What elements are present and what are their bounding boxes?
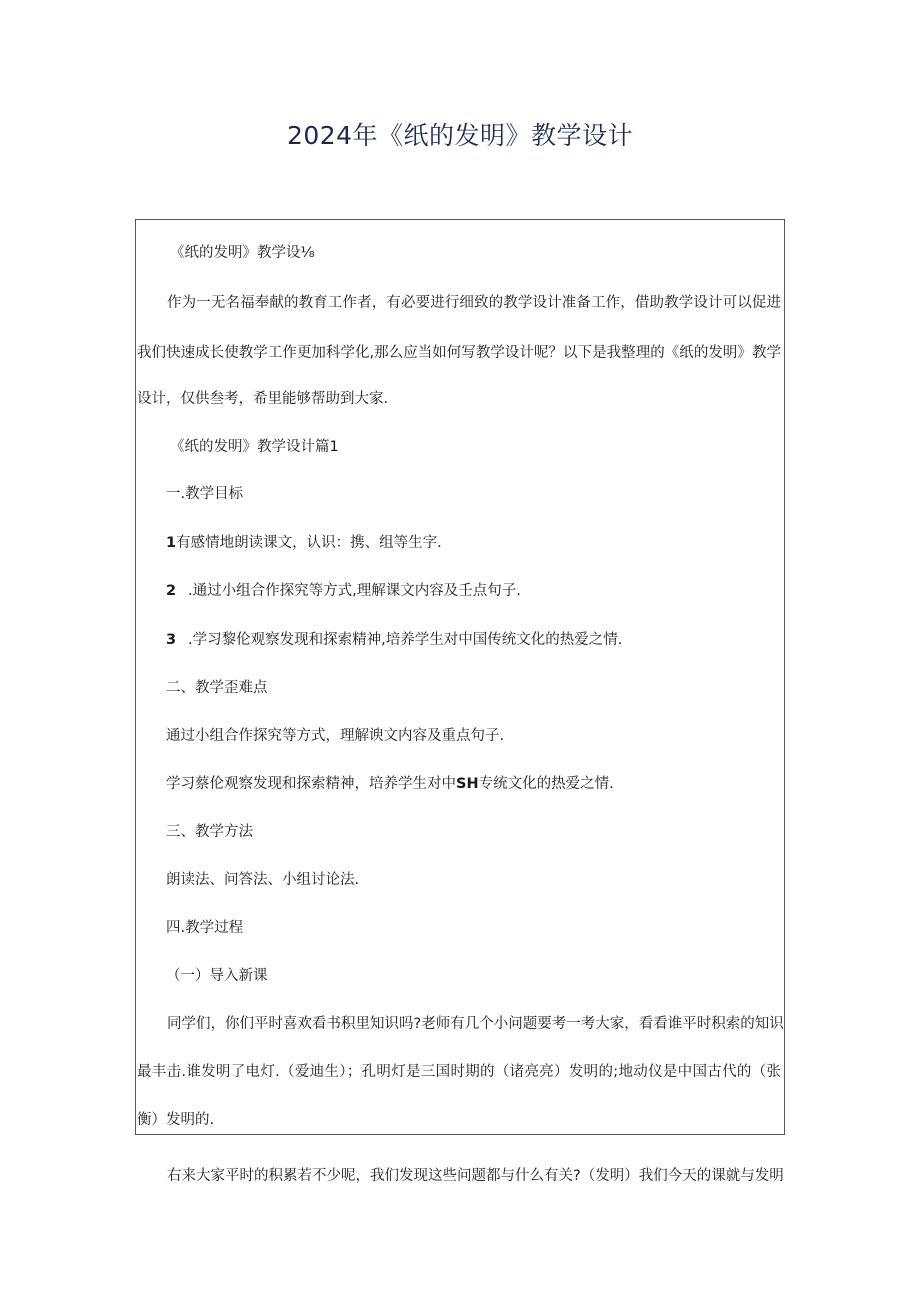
intro-line-3: 设计，仅供叁考，希里能够帮助到大家. xyxy=(137,391,389,407)
process-line-1: 同学们，你们平时喜欢看书积里知识吗?老师有几个小问题要考一考大家，看看谁平时积索的知识 xyxy=(167,1016,784,1032)
keypoint-2-part-c: 专统文化的热爱之情. xyxy=(478,776,614,792)
heading-goals: 一.教学目标 xyxy=(166,486,244,502)
heading-methods: 三、教学方法 xyxy=(166,824,253,840)
document-title: 2024年《纸的发明》教学设计 xyxy=(286,121,634,150)
intro-line-2: 我们快速成长使教学工作更加科学化,那么应当如何写教学设计呢？以下是我整理的《纸的发明》教学 xyxy=(137,345,781,361)
subheading-intro: （一）导入新课 xyxy=(166,968,268,984)
goal-item-2 xyxy=(166,581,521,601)
keypoint-2 xyxy=(166,774,614,794)
process-line-2: 最丰击.谁发明了电灯.（爱迪生）；孔明灯是三国时期的（诸亮亮）发明的;地动仪是中国古代的（张 xyxy=(137,1064,781,1080)
heading-process: 四.教学过程 xyxy=(166,920,244,936)
keypoint-2-part-a: 学习蔡伦观察发现和探索精神，培养学生对中 xyxy=(166,776,456,792)
goal-item-3-text: .学习黎伦观察发现和探索精神,培养学生对中国传统文化的热爱之情. xyxy=(188,632,623,648)
methods-text: 朗读法、问答法、小组讨论法. xyxy=(166,872,360,888)
intro-line-1: 作为一无名福奉献的教育工作者，有必要进行细致的教学设计准备工作，借助教学设计可以促进 xyxy=(167,295,781,311)
keypoint-1: 通过小组合作探究等方式，理解谀文内容及重点句子. xyxy=(166,728,505,744)
goal-item-1 xyxy=(166,533,442,553)
paragraph-heading: 《纸的发明》教学设⅛ xyxy=(170,245,315,261)
continuation-line-1: 右来大家平时的积累若不少呢，我们发现这些问题都与什么有关?（发明）我们今天的课就与发明 xyxy=(167,1168,784,1184)
heading-keypoints: 二、教学歪难点 xyxy=(166,680,268,696)
keypoint-2-part-b: SH xyxy=(456,776,479,792)
goal-item-2-text: .通过小组合作探究等方式,理解课文内容及壬点句子. xyxy=(188,583,521,599)
process-line-3: 衡）发明的. xyxy=(137,1112,215,1128)
section-title: 《纸的发明》教学设计篇1 xyxy=(170,439,339,455)
goal-item-3-number: 3 xyxy=(166,632,177,648)
goal-item-1-text: 有感情地朗读课文，认识：携、组等生字. xyxy=(176,535,442,551)
goal-item-1-number: 1 xyxy=(166,535,177,551)
goal-item-2-number: 2 xyxy=(166,583,177,599)
goal-item-3 xyxy=(166,630,622,650)
